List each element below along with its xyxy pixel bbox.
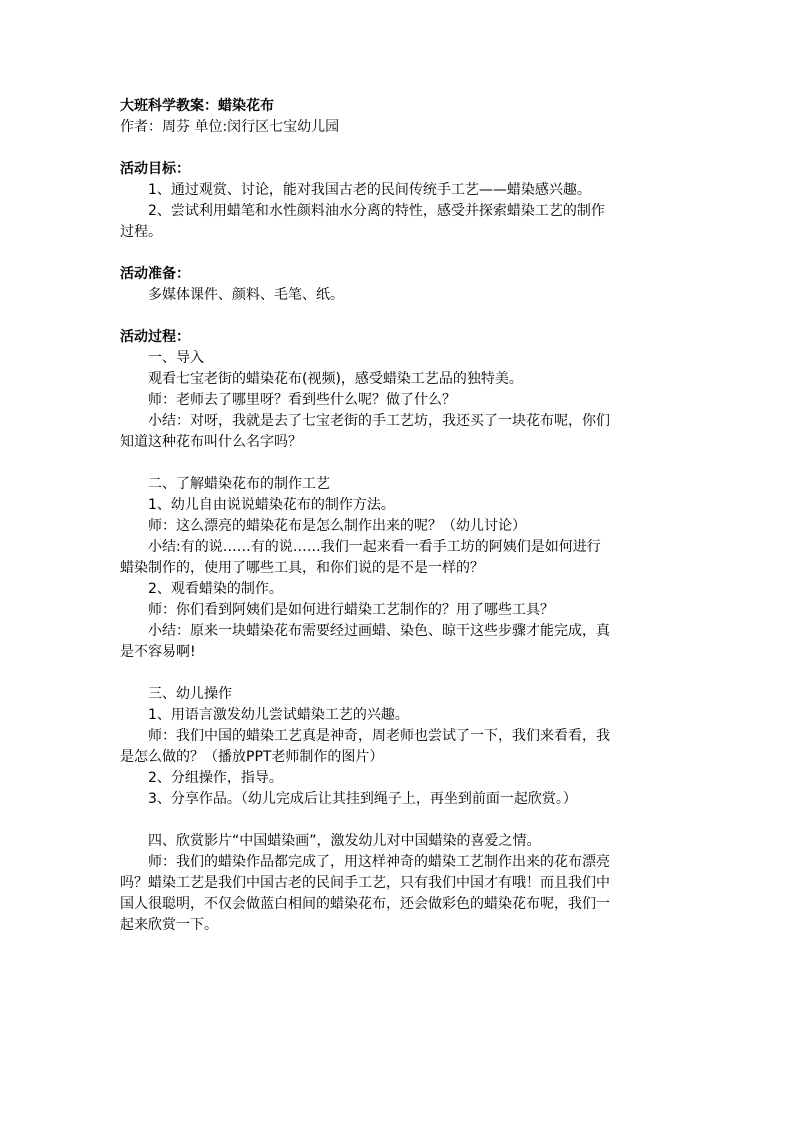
section-3-line: 是怎么做的？（播放PPT老师制作的图片） — [120, 749, 384, 765]
process-heading: 活动过程： — [120, 329, 190, 345]
goal-item-1: 1、通过观赏、讨论，能对我国古老的民间传统手工艺——蜡染感兴趣。 — [148, 182, 591, 198]
section-3-line: 师：我们中国的蜡染工艺真是神奇，周老师也尝试了一下，我们来看看，我 — [148, 728, 610, 744]
prep-text: 多媒体课件、颜料、毛笔、纸。 — [148, 287, 344, 303]
spacer — [120, 810, 676, 831]
author-line: 作者：周芬 单位:闵行区七宝幼儿园 — [120, 119, 340, 135]
spacer — [120, 243, 676, 264]
document-page — [120, 96, 676, 936]
section-3-line: 1、用语言激发幼儿尝试蜡染工艺的兴趣。 — [148, 707, 409, 723]
section-2-line: 蜡染制作的，使用了哪些工具，和你们说的是不是一样的？ — [120, 560, 484, 576]
spacer — [120, 306, 676, 327]
spacer — [120, 453, 676, 474]
prep-heading: 活动准备： — [120, 266, 190, 282]
section-4-line: 起来欣赏一下。 — [120, 917, 218, 933]
section-2-line: 师：你们看到阿姨们是如何进行蜡染工艺制作的？用了哪些工具？ — [148, 602, 554, 618]
section-2-line: 小结:有的说……有的说……我们一起来看一看手工坊的阿姨们是如何进行 — [148, 539, 601, 555]
section-3-line: 2、分组操作，指导。 — [148, 770, 283, 786]
document-title: 大班科学教案：蜡染花布 — [120, 98, 274, 114]
section-3-line: 3、分享作品。（幼儿完成后让其挂到绳子上，再坐到前面一起欣赏。） — [148, 791, 577, 807]
section-4-line: 吗？蜡染工艺是我们中国古老的民间手工艺，只有我们中国才有哦！而且我们中 — [120, 875, 610, 891]
goal-item-2-cont: 过程。 — [120, 224, 162, 240]
goal-item-2: 2、尝试利用蜡笔和水性颜料油水分离的特性，感受并探索蜡染工艺的制作 — [148, 203, 605, 219]
section-1-line: 师：老师去了哪里呀？看到些什么呢？做了什么？ — [148, 392, 456, 408]
section-1-line: 知道这种花布叫什么名字吗？ — [120, 434, 302, 450]
section-4-line: 师：我们的蜡染作品都完成了，用这样神奇的蜡染工艺制作出来的花布漂亮 — [148, 854, 610, 870]
section-4-line: 国人很聪明，不仅会做蓝白相间的蜡染花布，还会做彩色的蜡染花布呢，我们一 — [120, 896, 610, 912]
section-1-line: 观看七宝老街的蜡染花布(视频)，感受蜡染工艺品的独特美。 — [148, 371, 523, 387]
section-2-line: 师：这么漂亮的蜡染花布是怎么制作出来的呢？（幼儿讨论） — [148, 518, 526, 534]
section-4-title: 四、欣赏影片“中国蜡染画”，激发幼儿对中国蜡染的喜爱之情。 — [148, 833, 541, 849]
spacer — [120, 138, 676, 159]
section-2-title: 二、了解蜡染花布的制作工艺 — [148, 476, 330, 492]
section-1-line: 小结：对呀，我就是去了七宝老街的手工艺坊，我还买了一块花布呢，你们 — [148, 413, 610, 429]
goals-heading: 活动目标： — [120, 161, 190, 177]
section-2-line: 小结：原来一块蜡染花布需要经过画蜡、染色、晾干这些步骤才能完成，真 — [148, 623, 610, 639]
section-2-line: 1、幼儿自由说说蜡染花布的制作方法。 — [148, 497, 395, 513]
section-3-title: 三、幼儿操作 — [148, 686, 232, 702]
spacer — [120, 663, 676, 684]
section-2-line: 2、观看蜡染的制作。 — [148, 581, 283, 597]
section-1-title: 一、导入 — [148, 350, 204, 366]
section-2-line: 是不容易啊! — [120, 644, 196, 660]
